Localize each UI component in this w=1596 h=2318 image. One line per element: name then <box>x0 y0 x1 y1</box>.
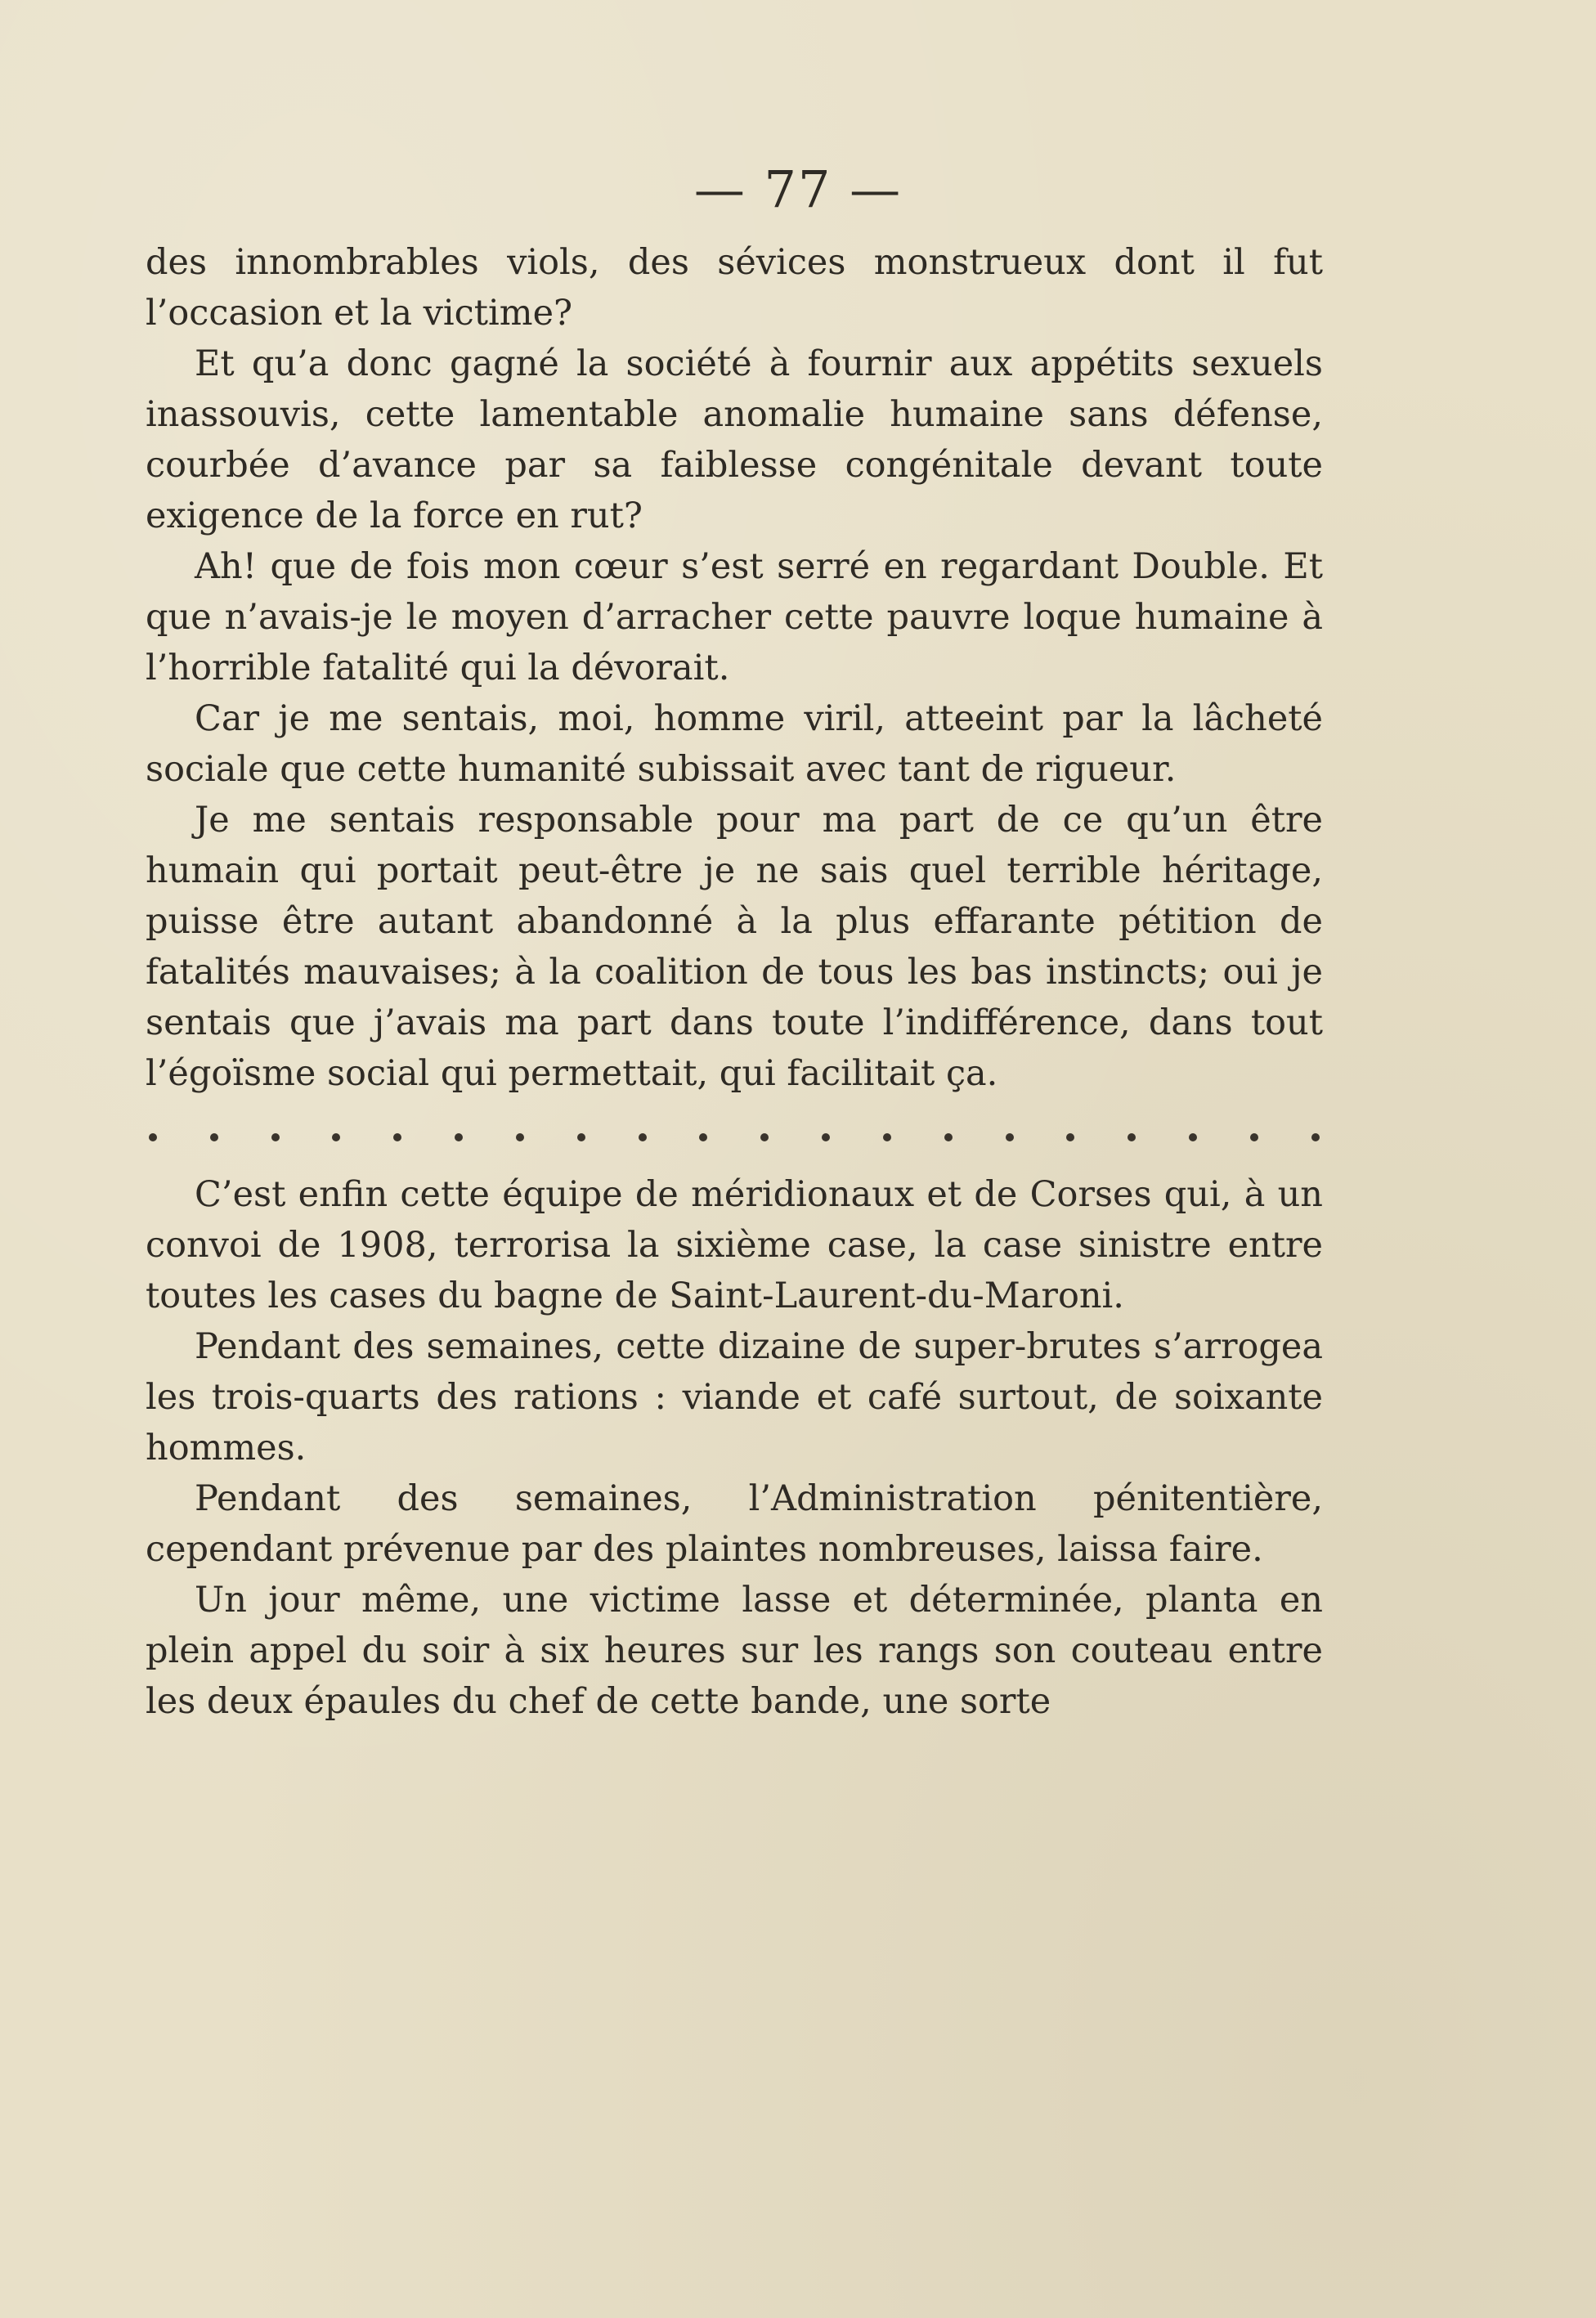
separator-dot <box>1006 1133 1014 1141</box>
separator-dot <box>639 1133 647 1141</box>
separator-dot <box>393 1133 401 1141</box>
paragraph: Pendant des semaines, l’Administration pénitentière, cependant prévenue par des plaintes nombreuses, laissa faire. <box>146 1478 1323 1570</box>
separator-dot <box>516 1133 524 1141</box>
paragraph: Car je me sentais, moi, homme viril, atteeint par la lâcheté sociale que cette humanité subissait avec tant de rigueur. <box>146 698 1323 790</box>
page-number: — 77 — <box>693 159 903 219</box>
separator-dot <box>1189 1133 1197 1141</box>
paragraph: des innombrables viols, des sévices monstrueux dont il fut l’occasion et la victime? <box>146 242 1323 334</box>
separator-dot <box>271 1133 280 1141</box>
paragraph: Pendant des semaines, cette dizaine de super-brutes s’arrogea les trois-quarts des rations : viande et café surtout, de soixante hommes. <box>146 1326 1323 1468</box>
separator-dot <box>699 1133 707 1141</box>
body-text <box>146 237 1323 1727</box>
separator-dot <box>944 1133 953 1141</box>
separator-dot <box>1128 1133 1136 1141</box>
paragraph: C’est enfin cette équipe de méridionaux et de Corses qui, à un convoi de 1908, terrorisa la sixième case, la case sinistre entre toutes les cases du bagne de Saint-Laurent-du-Maroni. <box>146 1174 1323 1316</box>
separator-dot <box>210 1133 218 1141</box>
paragraph: Ah! que de fois mon cœur s’est serré en regardant Double. Et que n’avais-je le moyen d’arracher cette pauvre loque humaine à l’horrible fatalité qui la dévorait. <box>146 546 1323 688</box>
separator-dot <box>760 1133 769 1141</box>
paragraph: Je me sentais responsable pour ma part de ce qu’un être humain qui portait peut-être je ne sais quel terrible héritage, puisse être autant abandonné à la plus effarante pétition de fatalités mauvaises; à la coalition de tous les bas instincts; oui je sentais que j’avais ma part dans toute l’indifférence, dans tout l’égoïsme social qui permettait, qui facilitait ça. <box>146 800 1323 1094</box>
separator-dot <box>1250 1133 1258 1141</box>
separator-dot <box>1311 1133 1320 1141</box>
paragraph: Un jour même, une victime lasse et déterminée, planta en plein appel du soir à six heures sur les rangs son couteau entre les deux épaules du chef de cette bande, une sorte <box>146 1580 1323 1722</box>
separator-dot <box>577 1133 585 1141</box>
section-separator-dots <box>146 1105 1323 1169</box>
separator-dot <box>455 1133 463 1141</box>
separator-dot <box>332 1133 340 1141</box>
paragraph: Et qu’a donc gagné la société à fournir aux appétits sexuels inassouvis, cette lamentable anomalie humaine sans défense, courbée d’avance par sa faiblesse congénitale devant toute exigence de la force en rut? <box>146 343 1323 536</box>
separator-dot <box>1066 1133 1074 1141</box>
separator-dot <box>883 1133 891 1141</box>
separator-dot <box>822 1133 830 1141</box>
separator-dot <box>149 1133 157 1141</box>
